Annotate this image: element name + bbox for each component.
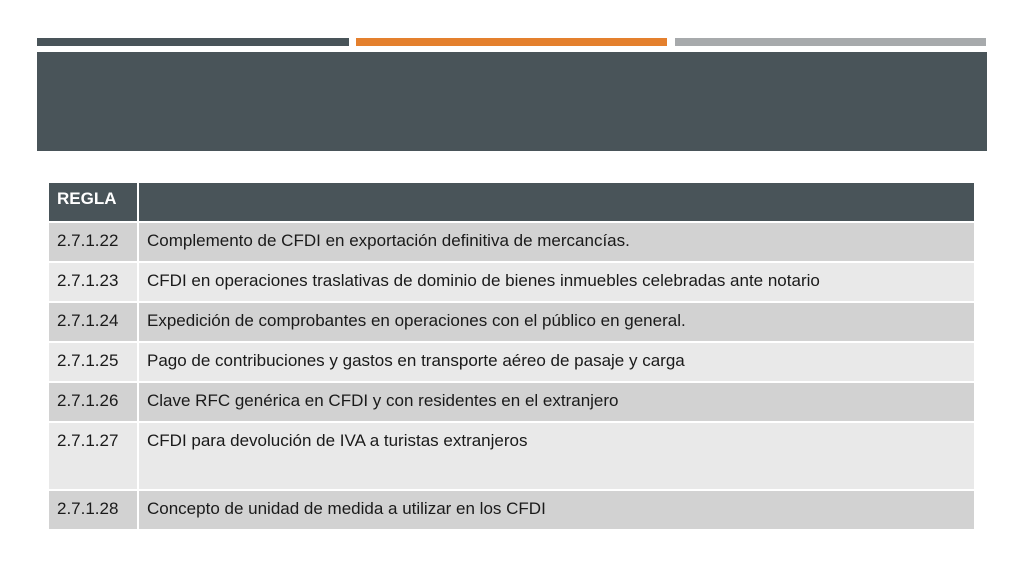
rule-code: 2.7.1.24: [49, 302, 138, 342]
header-regla: REGLA: [49, 183, 138, 222]
rule-code: 2.7.1.26: [49, 382, 138, 422]
rule-code: 2.7.1.25: [49, 342, 138, 382]
accent-bar-slate: [37, 38, 349, 46]
rule-description: Concepto de unidad de medida a utilizar en los CFDI: [138, 490, 975, 530]
rule-code: 2.7.1.28: [49, 490, 138, 530]
title-band: [37, 52, 987, 151]
table-row: [49, 382, 975, 422]
table-row: [49, 490, 975, 530]
table-row: [49, 262, 975, 302]
table-header-row: [49, 183, 975, 222]
rule-description: CFDI en operaciones traslativas de dominio de bienes inmuebles celebradas ante notario: [138, 262, 975, 302]
rule-code: 2.7.1.23: [49, 262, 138, 302]
rule-description: Complemento de CFDI en exportación definitiva de mercancías.: [138, 222, 975, 262]
rule-code: 2.7.1.22: [49, 222, 138, 262]
rule-description: Pago de contribuciones y gastos en transporte aéreo de pasaje y carga: [138, 342, 975, 382]
accent-bar-gray: [675, 38, 986, 46]
rule-description: CFDI para devolución de IVA a turistas extranjeros: [138, 422, 975, 490]
table-row: [49, 302, 975, 342]
header-description: [138, 183, 975, 222]
table-row: [49, 342, 975, 382]
table-row: [49, 422, 975, 490]
table-row: [49, 222, 975, 262]
rule-description: Clave RFC genérica en CFDI y con residentes en el extranjero: [138, 382, 975, 422]
rule-description: Expedición de comprobantes en operaciones con el público en general.: [138, 302, 975, 342]
rules-table: [49, 183, 976, 531]
accent-bar-orange: [356, 38, 667, 46]
rule-code: 2.7.1.27: [49, 422, 138, 490]
